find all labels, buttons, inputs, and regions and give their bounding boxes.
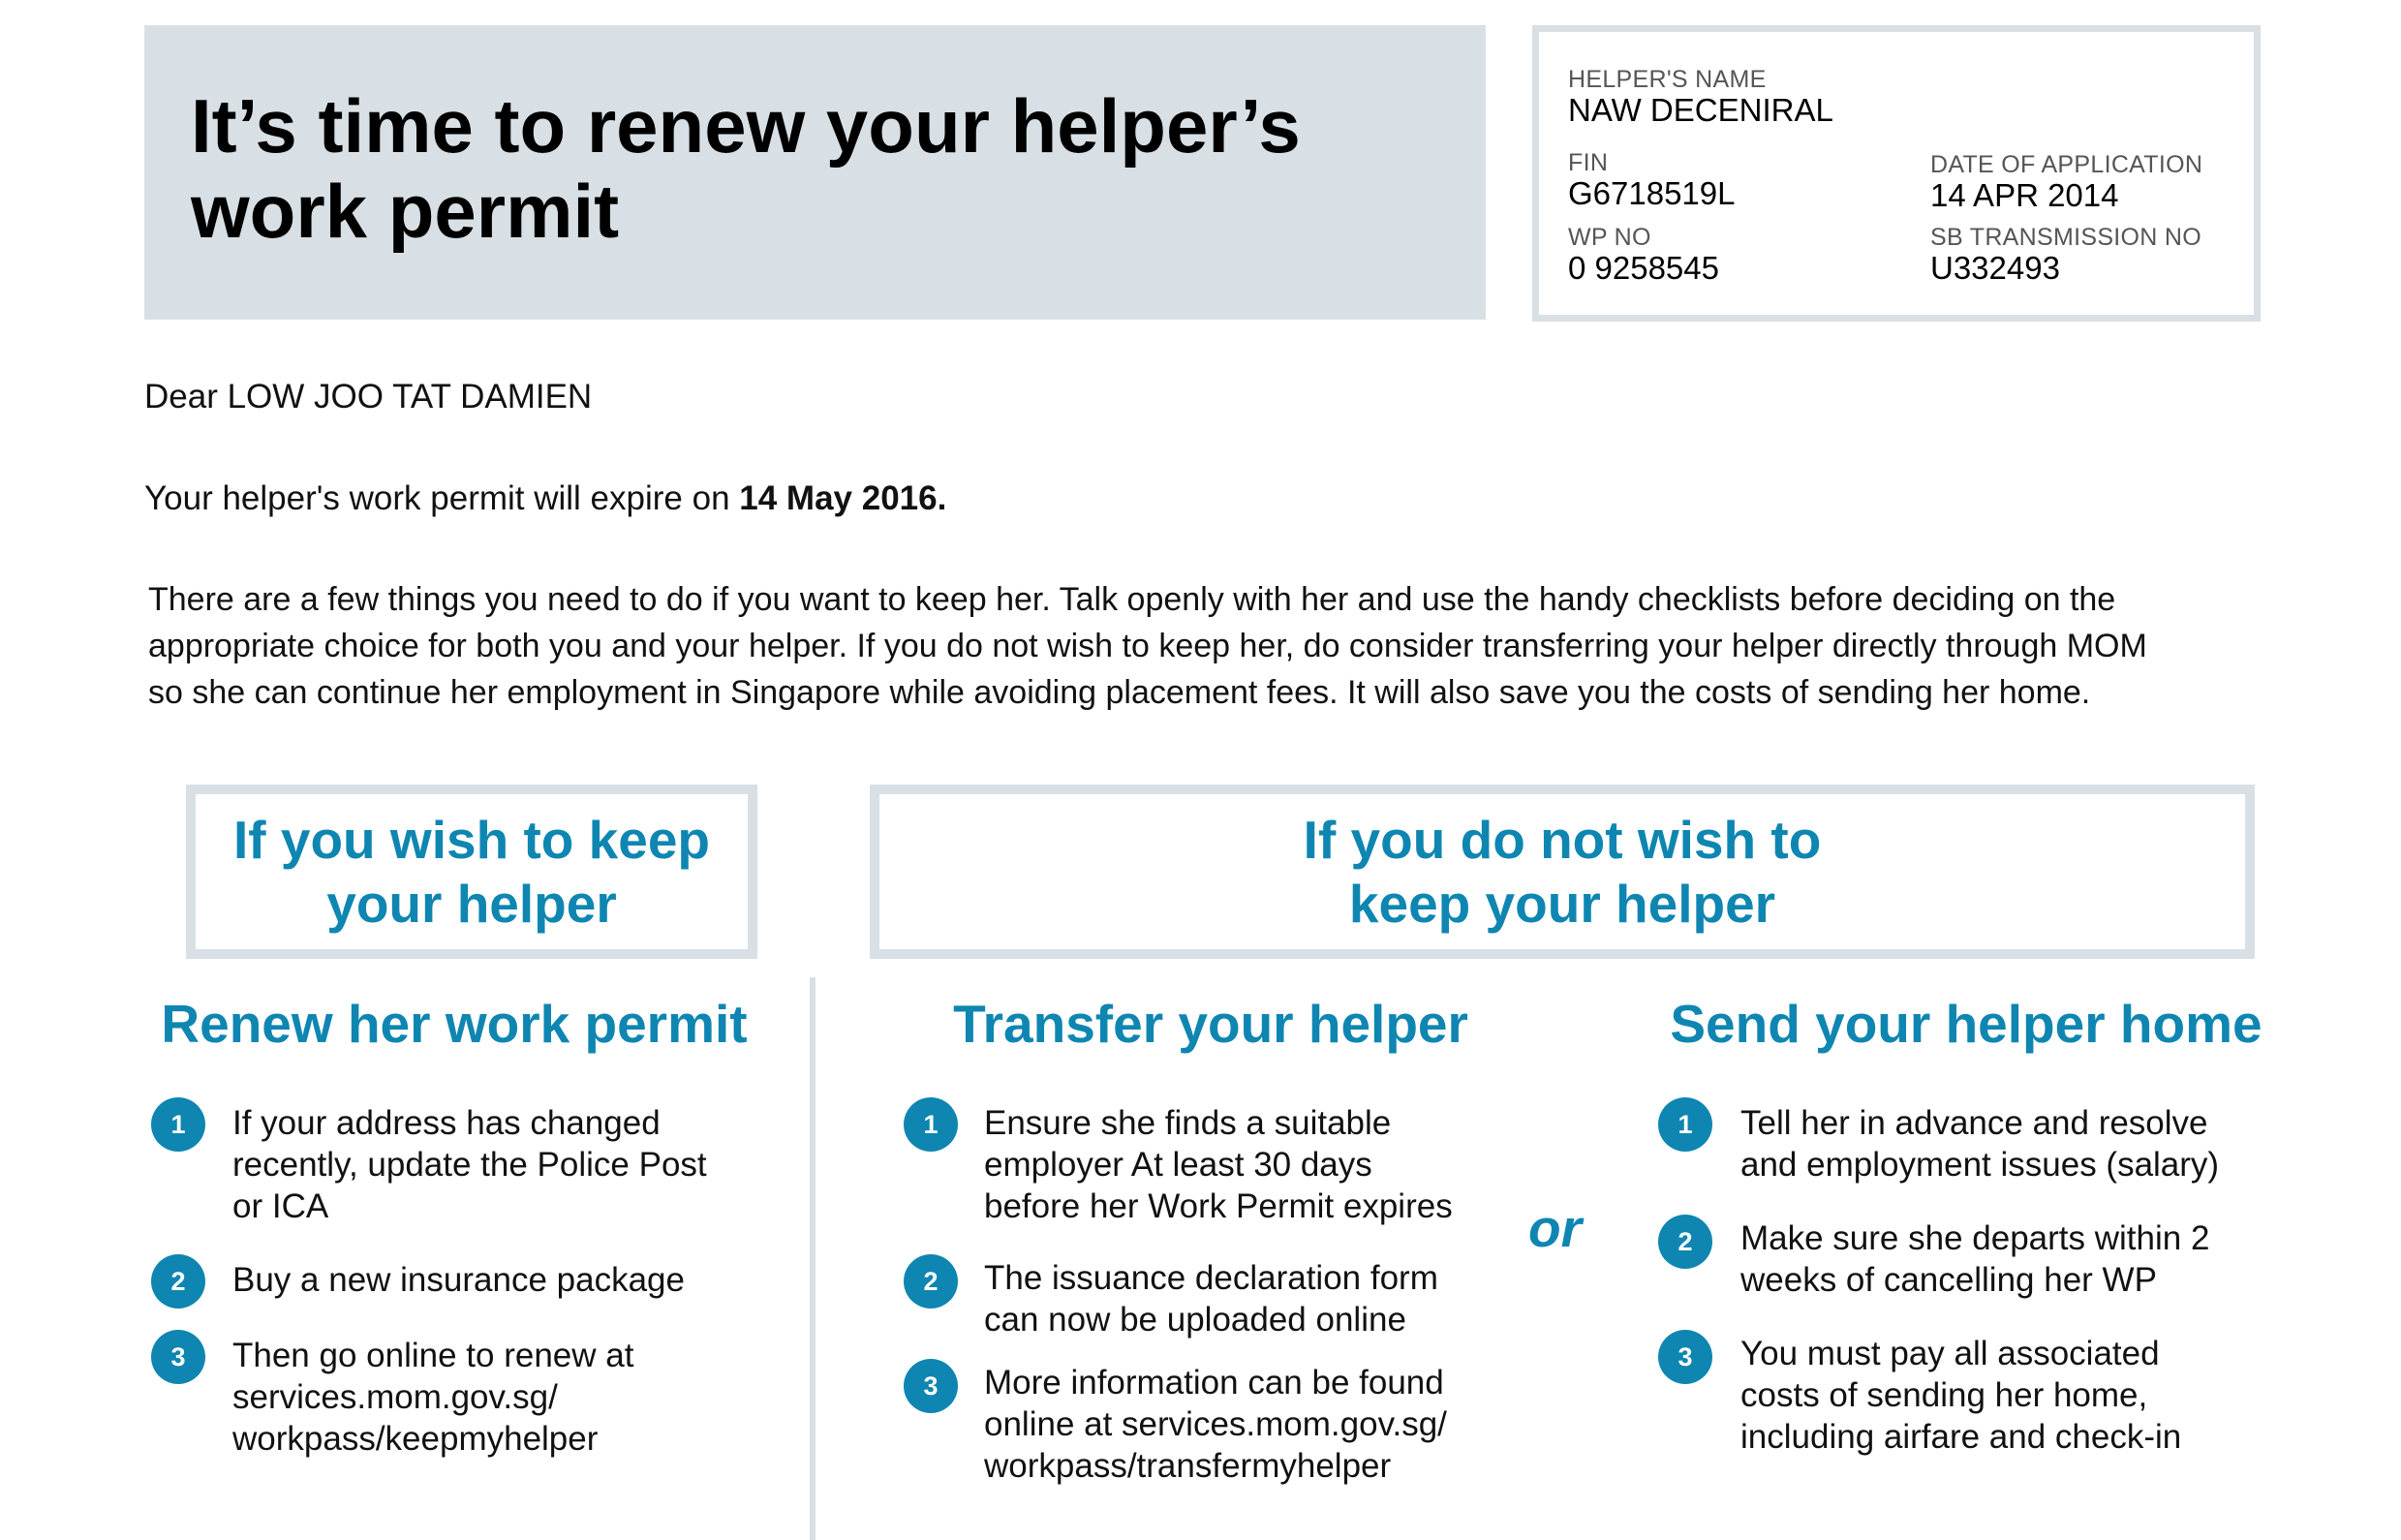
step-line: Buy a new insurance package — [232, 1261, 685, 1299]
transfer-step-1 — [984, 1102, 1453, 1227]
step-line: and employment issues (salary) — [1740, 1146, 2220, 1184]
transfer-step-2 — [984, 1257, 1438, 1340]
paragraph-line: There are a few things you need to do if you want to keep her. Talk openly with her and use the handy checklists before deciding on the — [148, 581, 2116, 618]
step-line: employer At least 30 days — [984, 1146, 1372, 1184]
step-line: services.mom.gov.sg/ — [232, 1378, 558, 1416]
step-line: costs of sending her home, — [1740, 1376, 2148, 1414]
page-title-line-1: It’s time to renew your helper’s — [191, 83, 1301, 169]
step-number-badge: 3 — [151, 1330, 205, 1384]
not-keep-helper-line-2: keep your helper — [1348, 874, 1776, 934]
date-of-application-label: DATE OF APPLICATION — [1930, 151, 2203, 178]
step-line: Then go online to renew at — [232, 1337, 634, 1374]
step-number-badge: 3 — [1658, 1330, 1712, 1384]
or-separator: or — [1528, 1198, 1582, 1258]
step-line: online at services.mom.gov.sg/ — [984, 1405, 1447, 1443]
step-number-badge: 1 — [1658, 1097, 1712, 1152]
step-line: before her Work Permit expires — [984, 1187, 1453, 1225]
step-line: recently, update the Police Post — [232, 1146, 707, 1184]
page-title-line-2: work permit — [191, 169, 620, 254]
step-line: can now be uploaded online — [984, 1301, 1406, 1339]
expiry-sentence — [144, 479, 946, 518]
step-number-badge: 3 — [904, 1359, 958, 1413]
transfer-step-3 — [984, 1362, 1447, 1487]
fin-value: G6718519L — [1568, 175, 1736, 211]
step-line: Ensure she finds a suitable — [984, 1104, 1392, 1142]
step-number-badge: 2 — [151, 1254, 205, 1309]
step-line: The issuance declaration form — [984, 1259, 1438, 1297]
step-number-badge: 1 — [904, 1097, 958, 1152]
send-home-step-1 — [1740, 1102, 2219, 1186]
not-keep-helper-line-1: If you do not wish to — [1303, 810, 1822, 870]
helper-name-value: NAW DECENIRAL — [1568, 92, 1833, 128]
sb-transmission-value: U332493 — [1930, 250, 2060, 286]
greeting: Dear LOW JOO TAT DAMIEN — [144, 378, 593, 416]
date-of-application-value: 14 APR 2014 — [1930, 177, 2119, 213]
step-line: If your address has changed — [232, 1104, 661, 1142]
keep-helper-box — [186, 785, 757, 959]
wp-no-value: 0 9258545 — [1568, 250, 1719, 286]
step-line: or ICA — [232, 1187, 329, 1225]
renew-step-3 — [232, 1335, 633, 1460]
step-number-badge: 1 — [151, 1097, 205, 1152]
fin-label: FIN — [1568, 149, 1609, 176]
sb-transmission-label: SB TRANSMISSION NO — [1930, 224, 2201, 251]
step-line: including airfare and check-in — [1740, 1418, 2182, 1456]
step-number-badge: 2 — [1658, 1215, 1712, 1269]
renew-title: Renew her work permit — [161, 994, 748, 1054]
step-line: More information can be found — [984, 1364, 1444, 1401]
not-keep-helper-box — [870, 785, 2255, 959]
wp-no-label: WP NO — [1568, 224, 1651, 251]
step-line: You must pay all associated — [1740, 1335, 2160, 1372]
expiry-prefix: Your helper's work permit will expire on — [144, 479, 740, 517]
step-line: Make sure she departs within 2 — [1740, 1219, 2210, 1257]
expiry-date: 14 May 2016. — [739, 479, 947, 517]
renew-step-1 — [232, 1102, 707, 1227]
renew-step-2 — [232, 1259, 685, 1301]
step-line: Tell her in advance and resolve — [1740, 1104, 2208, 1142]
send-home-step-3 — [1740, 1333, 2181, 1458]
transfer-title: Transfer your helper — [953, 994, 1468, 1054]
step-line: workpass/keepmyhelper — [232, 1420, 599, 1458]
keep-helper-line-2: your helper — [326, 874, 617, 934]
column-divider — [810, 977, 816, 1540]
keep-helper-line-1: If you wish to keep — [232, 810, 711, 870]
step-line: weeks of cancelling her WP — [1740, 1261, 2157, 1299]
helper-name-label: HELPER'S NAME — [1568, 66, 1767, 93]
send-home-title: Send your helper home — [1670, 994, 2262, 1054]
page-title — [191, 83, 1450, 254]
paragraph-line: appropriate choice for both you and your helper. If you do not wish to keep her, do consider transferring your helper directly through MOM — [148, 628, 2147, 664]
paragraph-line: so she can continue her employment in Singapore while avoiding placement fees. It will also save you the costs of sending her home. — [148, 674, 2091, 711]
step-number-badge: 2 — [904, 1254, 958, 1309]
send-home-step-2 — [1740, 1217, 2209, 1301]
step-line: workpass/transfermyhelper — [984, 1447, 1392, 1485]
intro-paragraph — [148, 576, 2279, 716]
